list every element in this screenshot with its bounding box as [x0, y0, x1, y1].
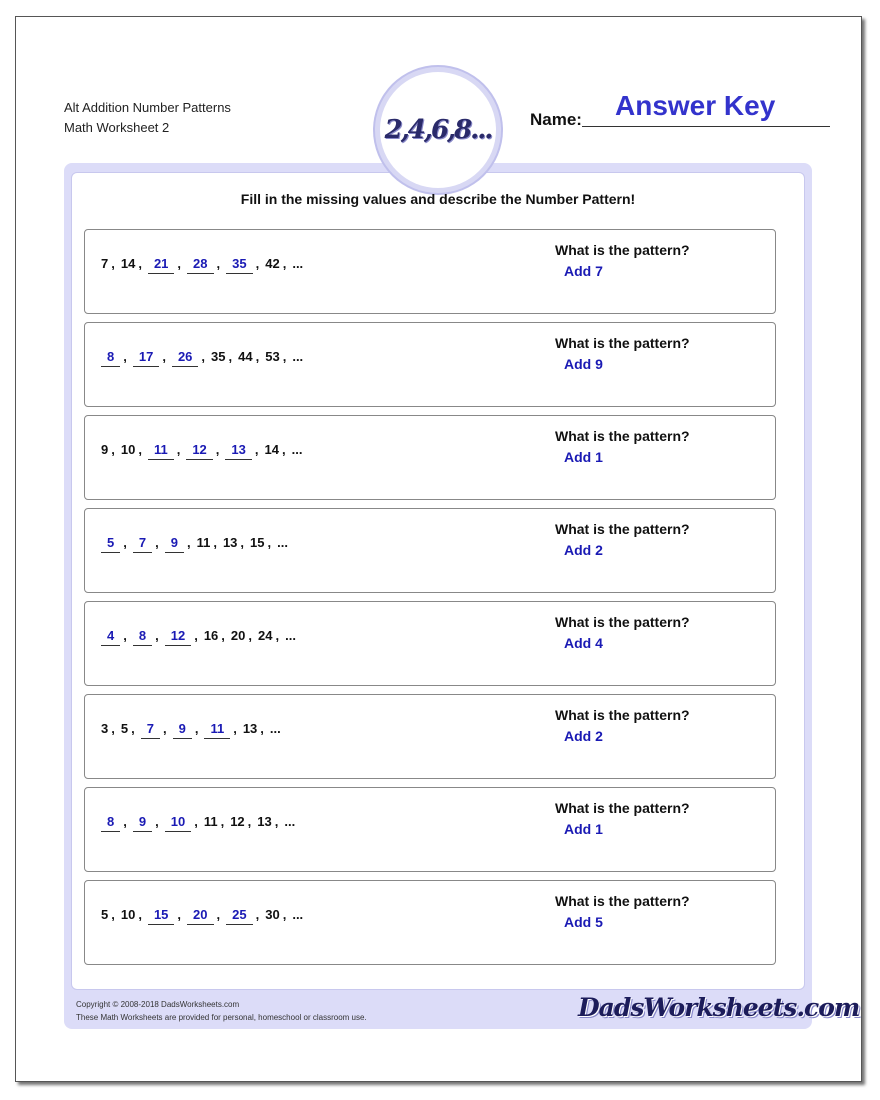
answer-value: 8 — [101, 349, 120, 367]
comma: , — [138, 907, 142, 922]
answer-value: 11 — [148, 442, 174, 460]
pattern-answer: Add 9 — [564, 356, 603, 372]
comma: , — [282, 907, 287, 922]
pattern-answer: Add 7 — [564, 263, 603, 279]
answer-value: 8 — [101, 814, 120, 832]
given-value: 30 — [265, 907, 280, 922]
ellipsis: ... — [284, 814, 296, 829]
pattern-answer: Add 1 — [564, 449, 603, 465]
comma: , — [131, 721, 135, 736]
number-sequence — [101, 628, 296, 646]
given-value: 20 — [230, 628, 246, 643]
pattern-question: What is the pattern? — [555, 428, 690, 444]
problem-box — [84, 694, 776, 779]
answer-value: 35 — [226, 256, 252, 274]
number-sequence — [101, 814, 295, 832]
given-value: 13 — [242, 721, 258, 736]
number-sequence — [101, 442, 302, 460]
comma: , — [111, 442, 115, 457]
given-value: 11 — [196, 535, 211, 550]
comma: , — [255, 907, 260, 922]
ellipsis: ... — [292, 907, 304, 922]
brand-logo: DadsWorksheets.com — [578, 993, 860, 1022]
comma: , — [267, 535, 272, 550]
comma: , — [123, 628, 127, 643]
ellipsis: ... — [277, 535, 288, 550]
given-value: 42 — [265, 256, 280, 271]
given-value: 16 — [203, 628, 219, 643]
problem-box — [84, 508, 776, 593]
given-value: 5 — [101, 907, 109, 922]
problem-box — [84, 229, 776, 314]
answer-value: 12 — [186, 442, 212, 460]
answer-value: 5 — [101, 535, 120, 553]
comma: , — [155, 814, 159, 829]
usage-text: These Math Worksheets are provided for personal, homeschool or classroom use. — [76, 1013, 367, 1022]
given-value: 9 — [101, 442, 109, 457]
answer-value: 15 — [148, 907, 174, 925]
given-value: 24 — [258, 628, 273, 643]
comma: , — [123, 349, 127, 364]
comma: , — [240, 535, 245, 550]
pattern-question: What is the pattern? — [555, 800, 690, 816]
pattern-question: What is the pattern? — [555, 242, 690, 258]
number-sequence — [101, 907, 303, 925]
ellipsis: ... — [269, 721, 281, 736]
given-value: 53 — [265, 349, 280, 364]
comma: , — [282, 256, 287, 271]
problem-box — [84, 322, 776, 407]
given-value: 14 — [264, 442, 279, 457]
number-sequence — [101, 256, 303, 274]
ellipsis: ... — [292, 349, 304, 364]
given-value: 11 — [203, 814, 218, 829]
number-sequence — [101, 721, 281, 739]
answer-value: 13 — [225, 442, 251, 460]
comma: , — [216, 907, 221, 922]
comma: , — [215, 442, 220, 457]
answer-value: 7 — [133, 535, 152, 553]
comma: , — [123, 814, 127, 829]
problem-box — [84, 415, 776, 500]
answer-value: 17 — [133, 349, 159, 367]
given-value: 10 — [120, 907, 136, 922]
pattern-answer: Add 1 — [564, 821, 603, 837]
given-value: 14 — [120, 256, 136, 271]
answer-key-label: Answer Key — [615, 90, 776, 121]
pattern-answer: Add 5 — [564, 914, 603, 930]
answer-value: 20 — [187, 907, 213, 925]
ellipsis: ... — [285, 628, 296, 643]
answer-value: 21 — [148, 256, 174, 274]
instructions: Fill in the missing values and describe the Number Pattern! — [240, 191, 636, 207]
pattern-question: What is the pattern? — [555, 335, 690, 351]
comma: , — [155, 535, 159, 550]
ellipsis: ... — [291, 442, 303, 457]
answer-value: 9 — [173, 721, 192, 739]
number-sequence — [101, 349, 303, 367]
comma: , — [281, 442, 286, 457]
number-sequence — [101, 535, 288, 553]
pattern-question: What is the pattern? — [555, 521, 690, 537]
answer-value: 12 — [165, 628, 191, 646]
logo-text: 2,4,6,8... — [384, 115, 492, 145]
sequence-logo — [380, 72, 496, 188]
given-value: 10 — [120, 442, 136, 457]
comma: , — [255, 349, 260, 364]
comma: , — [155, 628, 159, 643]
answer-value: 26 — [172, 349, 198, 367]
comma: , — [260, 721, 264, 736]
comma: , — [194, 628, 198, 643]
comma: , — [138, 256, 142, 271]
answer-value: 9 — [165, 535, 184, 553]
title-line-2: Math Worksheet 2 — [64, 120, 170, 135]
given-value: 35 — [211, 349, 226, 364]
comma: , — [201, 349, 206, 364]
comma: , — [248, 628, 252, 643]
given-value: 44 — [238, 349, 253, 364]
comma: , — [177, 256, 182, 271]
pattern-answer: Add 4 — [564, 635, 603, 651]
given-value: 3 — [101, 721, 109, 736]
pattern-answer: Add 2 — [564, 542, 603, 558]
footer-text — [76, 998, 367, 1024]
pattern-question: What is the pattern? — [555, 707, 690, 723]
copyright-text: Copyright © 2008-2018 DadsWorksheets.com — [76, 1000, 240, 1009]
comma: , — [176, 442, 181, 457]
answer-value: 11 — [204, 721, 230, 739]
given-value: 5 — [120, 721, 129, 736]
comma: , — [247, 814, 252, 829]
pattern-question: What is the pattern? — [555, 893, 690, 909]
worksheet-title — [64, 98, 231, 138]
given-value: 12 — [230, 814, 245, 829]
comma: , — [282, 349, 287, 364]
name-label: Name: — [530, 110, 582, 129]
comma: , — [111, 721, 115, 736]
given-value: 7 — [101, 256, 109, 271]
pattern-answer: Add 2 — [564, 728, 603, 744]
comma: , — [213, 535, 217, 550]
name-line — [582, 126, 830, 127]
answer-value: 9 — [133, 814, 152, 832]
comma: , — [177, 907, 182, 922]
comma: , — [233, 721, 237, 736]
comma: , — [221, 628, 225, 643]
ellipsis: ... — [292, 256, 304, 271]
answer-value: 25 — [226, 907, 252, 925]
comma: , — [123, 535, 127, 550]
comma: , — [274, 814, 279, 829]
comma: , — [228, 349, 233, 364]
answer-value: 7 — [141, 721, 160, 739]
given-value: 15 — [250, 535, 265, 550]
comma: , — [162, 349, 166, 364]
comma: , — [111, 256, 115, 271]
comma: , — [254, 442, 259, 457]
answer-value: 10 — [165, 814, 191, 832]
given-value: 13 — [222, 535, 238, 550]
problem-box — [84, 787, 776, 872]
comma: , — [111, 907, 115, 922]
problem-box — [84, 601, 776, 686]
comma: , — [186, 535, 191, 550]
comma: , — [138, 442, 142, 457]
pattern-question: What is the pattern? — [555, 614, 690, 630]
given-value: 13 — [257, 814, 272, 829]
comma: , — [275, 628, 280, 643]
answer-value: 28 — [187, 256, 213, 274]
comma: , — [162, 721, 167, 736]
comma: , — [194, 721, 199, 736]
comma: , — [255, 256, 260, 271]
title-line-1: Alt Addition Number Patterns — [64, 100, 231, 115]
answer-value: 4 — [101, 628, 120, 646]
answer-value: 8 — [133, 628, 152, 646]
comma: , — [194, 814, 198, 829]
problem-box — [84, 880, 776, 965]
comma: , — [220, 814, 225, 829]
comma: , — [216, 256, 221, 271]
